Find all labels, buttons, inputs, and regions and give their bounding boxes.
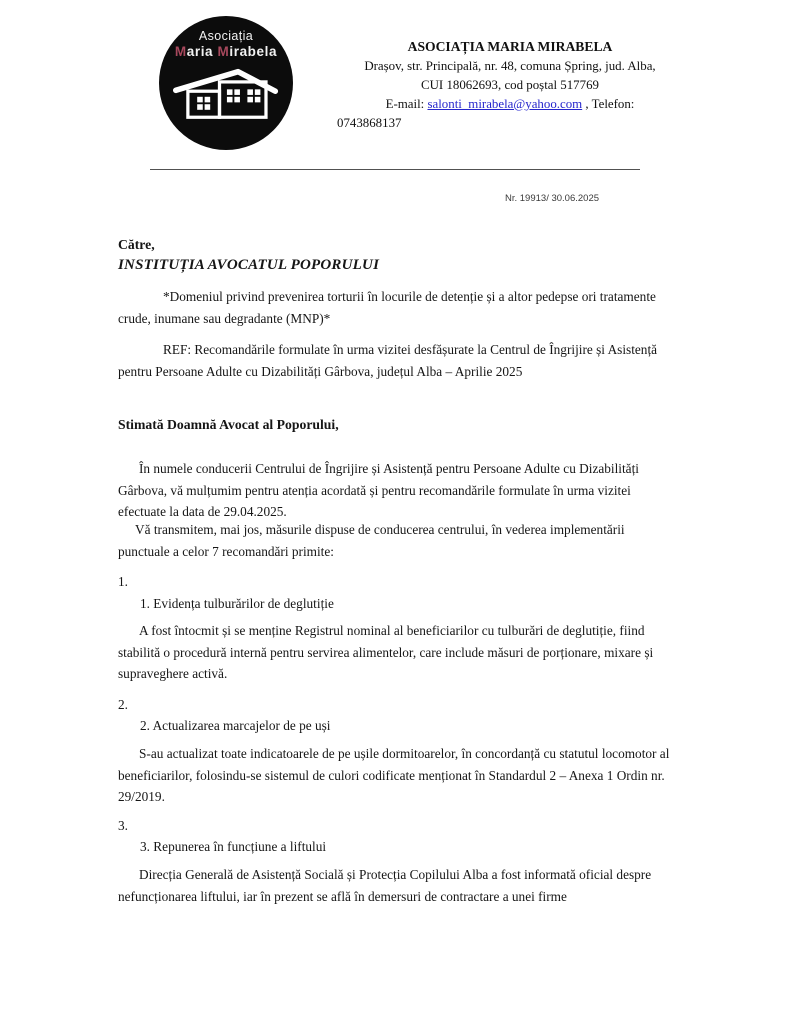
- section-3-number: 3.: [118, 818, 128, 833]
- letterhead-divider: [150, 169, 640, 170]
- association-address: Drașov, str. Principală, nr. 48, comuna Șpring, jud. Alba,: [364, 58, 656, 73]
- salutation: Stimată Doamnă Avocat al Poporului,: [118, 417, 339, 432]
- document-number: Nr. 19913/ 30.06.2025: [505, 193, 600, 204]
- logo-name: [159, 44, 293, 59]
- association-name: ASOCIAȚIA MARIA MIRABELA: [407, 39, 613, 54]
- section-3-title: 3. Repunerea în funcțiune a liftului: [140, 839, 327, 854]
- association-contact: [337, 95, 683, 114]
- addressee-label: Către,: [118, 237, 155, 252]
- domain-note-paragraph: *Domeniul privind prevenirea torturii în locurile de detenție și a altor pedepse ori tratamente crude, inumane sau degradante (MNP)*: [118, 289, 656, 326]
- house-icon: [173, 64, 279, 124]
- addressee-block: [118, 235, 675, 276]
- section-2-title: 2. Actualizarea marcajelor de pe uși: [140, 718, 331, 733]
- association-phone: 0743868137: [337, 115, 402, 130]
- section-1-title: 1. Evidența tulburărilor de deglutiție: [140, 596, 334, 611]
- logo-name-rest2: irabela: [229, 44, 278, 59]
- logo-name-m2: M: [217, 44, 230, 59]
- addressee-name: INSTITUȚIA AVOCATUL POPORULUI: [118, 257, 380, 273]
- ref-paragraph: REF: Recomandările formulate în urma vizitei desfășurate la Centrul de Îngrijire și Asistență pentru Persoane Adulte cu Dizabilități Gârbova, județul Alba – Aprilie 2025: [118, 342, 658, 379]
- email-link[interactable]: salonti_mirabela@yahoo.com: [427, 96, 583, 111]
- section-1-number: 1.: [118, 574, 128, 589]
- intro-paragraph-1: În numele conducerii Centrului de Îngrijire și Asistență pentru Persoane Adulte cu Dizabilități Gârbova, vă mulțumim pentru atenția acordată și pentru recomandările formulate în urma vizitei efectuate la data de 29.04.2025.: [118, 461, 639, 520]
- logo-name-m1: M: [174, 44, 187, 59]
- association-cui: CUI 18062693, cod poștal 517769: [421, 77, 599, 92]
- section-3-body: Direcția Generală de Asistență Socială și Protecția Copilului Alba a fost informată oficial despre nefuncționarea liftului, iar în prezent se află în demersuri de contractare a unei firme: [118, 867, 652, 904]
- section-2-number: 2.: [118, 697, 128, 712]
- section-1-body: A fost întocmit și se menține Registrul nominal al beneficiarilor cu tulburări de deglutiție, fiind stabilită o procedură internă pentru servirea alimentelor, care include măsuri de porționare, mixare și supraveghere activă.: [118, 623, 654, 682]
- logo-name-rest1: aria: [186, 44, 214, 59]
- email-label: E-mail:: [385, 96, 428, 111]
- letterhead-text: [337, 38, 683, 133]
- intro-paragraph-2: Vă transmitem, mai jos, măsurile dispuse de conducerea centrului, în vederea implementării punctuale a celor 7 recomandări primite:: [118, 522, 625, 559]
- phone-label: , Telefon:: [582, 96, 635, 111]
- section-2-body: S-au actualizat toate indicatoarele de pe ușile dormitoarelor, în concordanță cu statutul locomotor al beneficiarilor, folosindu-se sistemul de culori codificate menționat în Standardul 2 – Anexa 1 Ordin nr. 29/2019.: [118, 746, 670, 805]
- association-logo: [159, 16, 293, 150]
- logo-top-word: Asociația: [198, 29, 254, 43]
